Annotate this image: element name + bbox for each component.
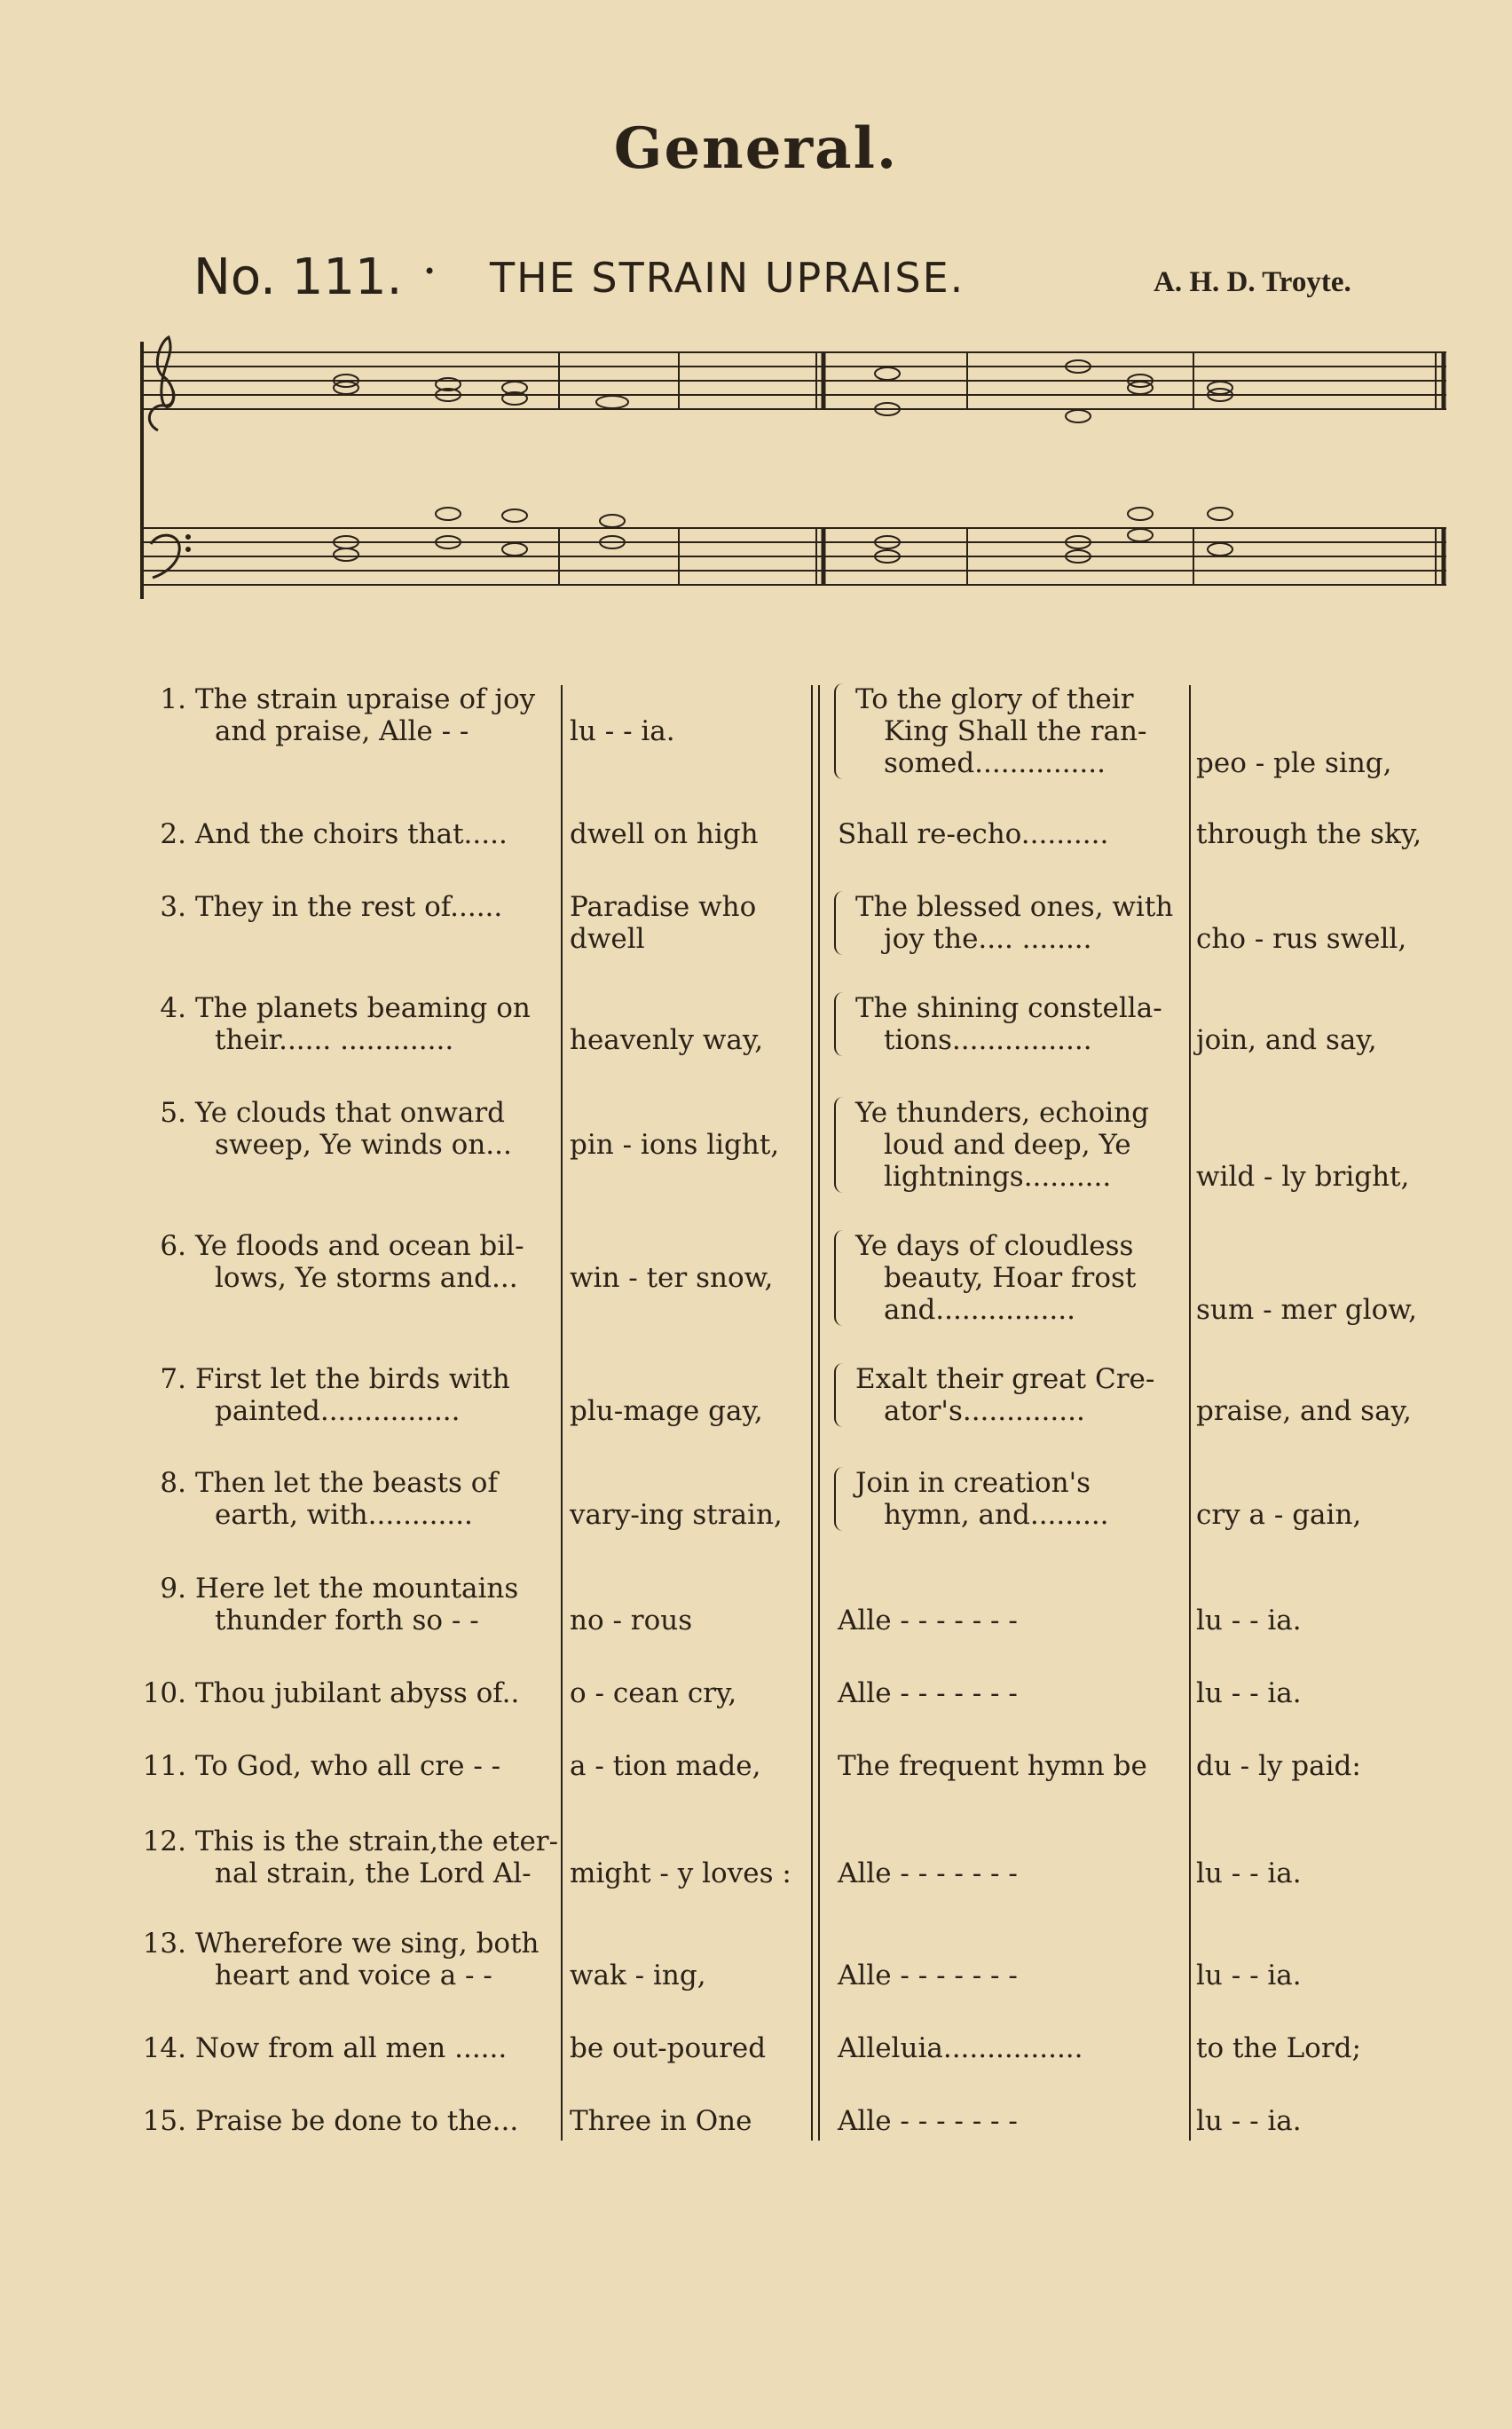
verse-col3-9: Alle - - - - - - - (838, 1605, 1018, 1636)
verse-text-6: 6. Ye floods and ocean bil- lows, Ye storms and... (195, 1230, 559, 1294)
verse-number: 12. (142, 1826, 186, 1857)
bullet-mark: • (423, 259, 437, 284)
verse-col4-7: praise, and say, (1196, 1395, 1412, 1427)
verse-col4-11: du - ly paid: (1196, 1750, 1361, 1782)
verse-number: 3. (160, 891, 186, 923)
verse-col3-1: To the glory of their King Shall the ran- somed............... (855, 683, 1147, 779)
verse-text-12: 12. This is the strain,the eter- nal strain, the Lord Al- (142, 1826, 559, 1889)
verse-number: 15. (142, 2105, 186, 2137)
verse-col2-12: might - y loves : (570, 1857, 791, 1889)
brace-mark (834, 1230, 845, 1326)
verse-col4-4: join, and say, (1196, 1024, 1377, 1056)
verse-number: 11. (142, 1750, 186, 1782)
verse-col2-9: no - rous (570, 1605, 693, 1636)
brace-mark (834, 1097, 845, 1193)
verse-text-14: 14. Now from all men ...... (142, 2032, 508, 2064)
verse-number: 8. (160, 1467, 186, 1499)
verse-col2-7: plu-mage gay, (570, 1395, 763, 1427)
verse-col2-2: dwell on high (570, 818, 759, 850)
brace-mark (834, 1467, 845, 1531)
verse-col2-8: vary-ing strain, (570, 1499, 783, 1531)
verse-text-8: 8. Then let the beasts of earth, with............ (195, 1467, 559, 1531)
verse-col3-14: Alleluia................ (838, 2032, 1083, 2064)
verse-col4-12: lu - - ia. (1196, 1857, 1302, 1889)
hymn-number: No. 111. (193, 248, 403, 306)
verse-col3-3: The blessed ones, with joy the.... ........ (855, 891, 1174, 955)
column-divider (811, 685, 813, 2141)
verse-col4-2: through the sky, (1196, 818, 1422, 850)
section-title: General. (613, 115, 899, 182)
verse-text-13: 13. Wherefore we sing, both heart and voice a - - (142, 1928, 539, 1991)
verse-text-2: 2. And the choirs that..... (195, 818, 559, 850)
verse-number: 10. (142, 1677, 186, 1709)
column-divider (1189, 685, 1191, 2141)
verse-col3-4: The shining constella- tions................ (855, 992, 1162, 1056)
verse-col3-15: Alle - - - - - - - (838, 2105, 1018, 2137)
verse-col2-1: lu - - ia. (570, 715, 675, 747)
verse-text-15: 15. Praise be done to the... (142, 2105, 519, 2137)
verse-number: 13. (142, 1928, 186, 1960)
verse-col3-6: Ye days of cloudless beauty, Hoar frost and................ (855, 1230, 1137, 1326)
verse-col2-15: Three in One (570, 2105, 752, 2137)
verse-col2-6: win - ter snow, (570, 1262, 774, 1294)
verse-number: 14. (142, 2032, 186, 2064)
verse-text-5: 5. Ye clouds that onward sweep, Ye winds on... (195, 1097, 559, 1161)
verse-col2-13: wak - ing, (570, 1960, 706, 1991)
verse-col3-8: Join in creation's hymn, and......... (855, 1467, 1109, 1531)
verse-col2-11: a - tion made, (570, 1750, 761, 1782)
verse-col4-3: cho - rus swell, (1196, 923, 1407, 955)
verse-text-4: 4. The planets beaming on their...... ............. (195, 992, 559, 1056)
verse-number: 4. (160, 992, 186, 1024)
verse-col3-10: Alle - - - - - - - (838, 1677, 1018, 1709)
verse-col3-5: Ye thunders, echoing loud and deep, Ye lightnings.......... (855, 1097, 1150, 1193)
verse-col2-3: Paradise who dwell (570, 891, 757, 955)
verse-text-9: 9. Here let the mountains thunder forth so - - (195, 1573, 559, 1636)
verse-number: 2. (160, 818, 186, 850)
verse-col4-6: sum - mer glow, (1196, 1294, 1417, 1326)
verse-number: 1. (160, 683, 186, 715)
verse-col4-14: to the Lord; (1196, 2032, 1361, 2064)
verse-number: 7. (160, 1363, 186, 1395)
verse-col3-2: Shall re-echo.......... (838, 818, 1109, 850)
brace-mark (834, 992, 845, 1056)
brace-mark (834, 1363, 845, 1427)
column-divider (818, 685, 820, 2141)
verse-col2-10: o - cean cry, (570, 1677, 737, 1709)
verse-col4-10: lu - - ia. (1196, 1677, 1302, 1709)
verse-text-3: 3. They in the rest of...... (195, 891, 559, 923)
verse-col4-9: lu - - ia. (1196, 1605, 1302, 1636)
verse-col3-12: Alle - - - - - - - (838, 1857, 1018, 1889)
verse-text-10: 10. Thou jubilant abyss of.. (142, 1677, 520, 1709)
brace-mark (834, 683, 845, 779)
verse-col3-11: The frequent hymn be (838, 1750, 1147, 1782)
music-score (133, 333, 1464, 635)
brace-mark (834, 891, 845, 955)
verse-number: 9. (160, 1573, 186, 1605)
verse-col2-4: heavenly way, (570, 1024, 764, 1056)
verse-col4-1: peo - ple sing, (1196, 747, 1392, 779)
verse-number: 5. (160, 1097, 186, 1129)
verse-col3-7: Exalt their great Cre- ator's.............. (855, 1363, 1155, 1427)
verse-number: 6. (160, 1230, 186, 1262)
column-divider (561, 685, 563, 2141)
verse-col4-5: wild - ly bright, (1196, 1161, 1410, 1193)
hymn-composer: A. H. D. Troyte. (1154, 266, 1351, 298)
verse-text-1: 1. The strain upraise of joy and praise, Alle - - (195, 683, 559, 747)
verse-col3-13: Alle - - - - - - - (838, 1960, 1018, 1991)
verse-col4-8: cry a - gain, (1196, 1499, 1362, 1531)
verse-col2-5: pin - ions light, (570, 1129, 780, 1161)
verse-col2-14: be out-poured (570, 2032, 767, 2064)
verse-text-11: 11. To God, who all cre - - (142, 1750, 501, 1782)
hymn-title: THE STRAIN UPRAISE. (490, 254, 965, 302)
verse-text-7: 7. First let the birds with painted................ (195, 1363, 559, 1427)
verse-col4-15: lu - - ia. (1196, 2105, 1302, 2137)
verse-col4-13: lu - - ia. (1196, 1960, 1302, 1991)
